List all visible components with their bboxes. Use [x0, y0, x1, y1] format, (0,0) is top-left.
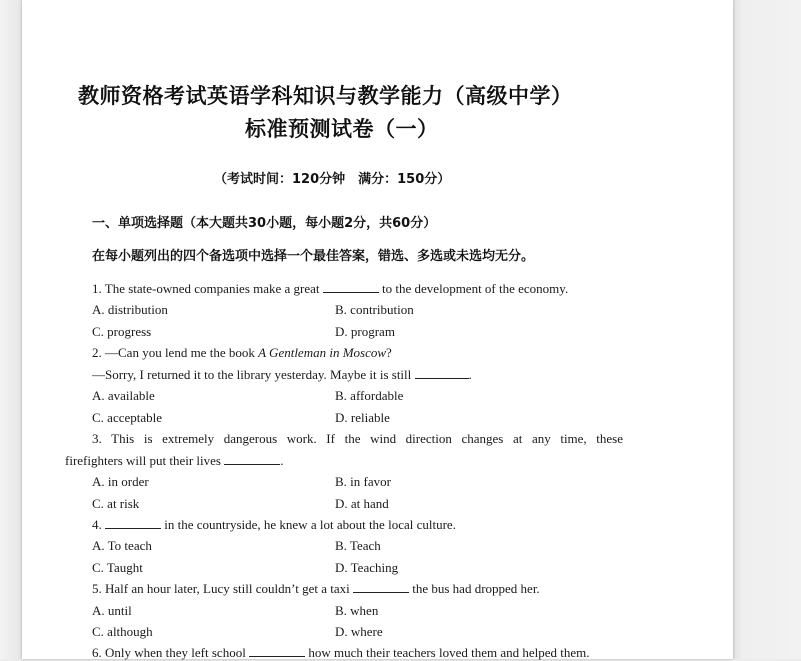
answer-blank [249, 645, 305, 657]
option-b: B. when [335, 603, 379, 618]
answer-blank [105, 517, 161, 529]
question-text: . [468, 367, 472, 382]
exam-info: （考试时间：120分钟 满分：150分） [214, 172, 451, 187]
option-c: C. progress [92, 324, 152, 339]
option-d: D. where [335, 624, 383, 639]
answer-blank [323, 281, 379, 293]
option-c: C. acceptable [92, 410, 163, 425]
question-3-cont [65, 453, 283, 469]
question-text: how much their teachers loved them and helped them. [308, 645, 590, 660]
question-text: firefighters will put their lives [65, 453, 221, 468]
option-d: D. reliable [335, 410, 390, 425]
question-text: 1. The state-owned companies make a great [92, 281, 320, 296]
exam-title-line1: 教师资格考试英语学科知识与教学能力（高级中学） [78, 84, 573, 108]
question-text: 5. Half an hour later, Lucy still couldn’t get a taxi [92, 581, 350, 596]
book-title: A Gentleman in Moscow [258, 345, 387, 360]
question-text: 6. Only when they left school [92, 645, 246, 660]
answer-blank [415, 367, 469, 379]
document-page[interactable] [22, 0, 733, 659]
option-a: A. in order [92, 474, 149, 489]
question-4 [92, 517, 456, 533]
question-text: the bus had dropped her. [412, 581, 540, 596]
question-text: —Sorry, I returned it to the library yesterday. Maybe it is still [92, 367, 412, 382]
option-a: A. available [92, 388, 155, 403]
answer-blank [353, 581, 409, 593]
viewer-background-right [733, 0, 801, 659]
question-5 [92, 581, 540, 597]
question-text: 2. —Can you lend me the book [92, 345, 259, 360]
option-b: B. affordable [335, 388, 404, 403]
option-d: D. program [335, 324, 395, 339]
instructions: 在每小题列出的四个备选项中选择一个最佳答案，错选、多选或未选均无分。 [92, 249, 535, 264]
answer-blank [224, 453, 280, 465]
option-a: A. To teach [92, 538, 152, 553]
option-b: B. Teach [335, 538, 381, 553]
question-2 [92, 345, 392, 361]
question-text: . [280, 453, 284, 468]
question-text: in the countryside, he knew a lot about the local culture. [164, 517, 456, 532]
option-c: C. at risk [92, 496, 140, 511]
option-c: C. although [92, 624, 153, 639]
option-b: B. contribution [335, 302, 414, 317]
question-2-reply [92, 367, 472, 383]
question-text: 4. [92, 517, 102, 532]
exam-title-line2: 标准预测试卷（一） [245, 117, 439, 141]
option-b: B. in favor [335, 474, 391, 489]
question-text: to the development of the economy. [382, 281, 569, 296]
option-d: D. Teaching [335, 560, 399, 575]
option-a: A. until [92, 603, 132, 618]
question-text: ? [386, 345, 392, 360]
option-c: C. Taught [92, 560, 143, 575]
option-a: A. distribution [92, 302, 168, 317]
question-1 [92, 281, 568, 297]
section-heading: 一、单项选择题（本大题共30小题，每小题2分，共60分） [92, 216, 437, 231]
option-d: D. at hand [335, 496, 389, 511]
viewer-background-left [0, 0, 22, 659]
question-3: 3. This is extremely dangerous work. If the wind direction changes at any time, these [92, 431, 623, 446]
